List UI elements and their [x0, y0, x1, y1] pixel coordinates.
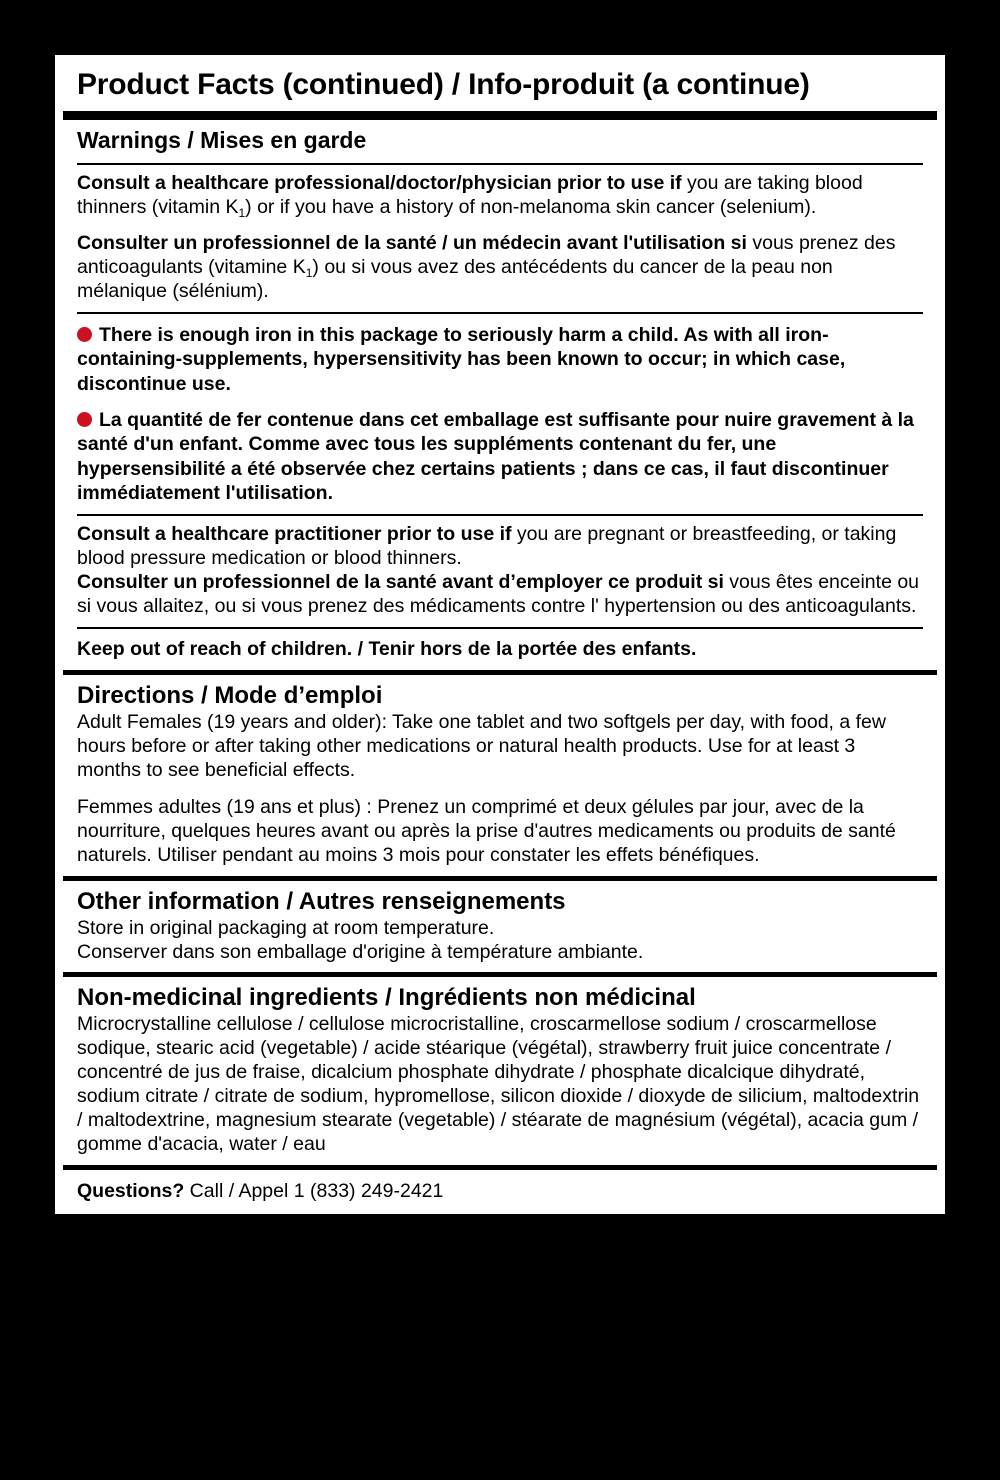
warning-iron-en-text: There is enough iron in this package to seriously harm a child. As with all iron-containing-supplements, hypersensitivity has been known to occur; in which case, discontinue use. [77, 323, 846, 395]
warning-pregnancy-en-rest: you are pregnant or breastfeeding, or taking blood pressure medication or blood thinners. [77, 523, 897, 570]
questions-phone: Call / Appel 1 (833) 249-2421 [184, 1179, 444, 1202]
divider-thick-title [63, 111, 937, 120]
warning-consult-en-rest-b: ) or if you have a history of non-melanoma skin cancer (selenium). [245, 195, 817, 218]
warning-consult-fr-rest-a: vous prenez des anticoagulants (vitamine K [77, 231, 896, 278]
warnings-iron-block [55, 314, 945, 515]
warning-consult-en [77, 172, 923, 220]
other-information-heading: Other information / Autres renseignements [77, 887, 566, 915]
warning-pregnancy-en [77, 523, 923, 571]
other-information-text-en: Store in original packaging at room temperature. [77, 916, 495, 939]
warning-iron-en [77, 323, 923, 396]
red-bullet-icon [77, 412, 92, 427]
warning-consult-en-sub: 1 [238, 205, 246, 220]
red-bullet-icon [77, 327, 92, 342]
questions-footer [55, 1170, 945, 1214]
warning-iron-fr-text: La quantité de fer contenue dans cet emballage est suffisante pour nuire gravement à la santé d'un enfant. Comme avec tous les suppléments contenant du fer, une hypersensibilité a été observée chez certains patients ; dans ce cas, il faut discontinuer immédiatement l'utilisation. [77, 408, 914, 505]
warning-pregnancy-fr [77, 571, 923, 619]
product-facts-panel [55, 55, 945, 1214]
warning-consult-fr [77, 232, 923, 304]
warning-pregnancy-fr-bold: Consulter un professionnel de la santé avant d’employer ce produit si [77, 571, 724, 594]
warnings-heading: Warnings / Mises en garde [77, 126, 367, 153]
page-title: Product Facts (continued) / Info-produit (a continue) [77, 68, 810, 101]
other-information-block [55, 881, 945, 973]
non-medicinal-block [55, 977, 945, 1165]
warning-consult-fr-bold: Consulter un professionnel de la santé / un médecin avant l'utilisation si [77, 231, 747, 254]
warning-iron-fr [77, 408, 923, 506]
directions-block [55, 675, 945, 876]
warning-consult-en-rest-a: you are taking blood thinners (vitamin K [77, 171, 863, 218]
directions-text-en: Adult Females (19 years and older): Take one tablet and two softgels per day, with food, a few hours before or after taking other medications or natural health products. Use for at least 3 months to see beneficial effects. [77, 711, 886, 781]
warning-consult-fr-sub: 1 [305, 265, 313, 280]
warning-consult-fr-rest-b: ) ou si vous avez des antécédents du cancer de la peau non mélanique (sélénium). [77, 255, 833, 302]
non-medicinal-heading: Non-medicinal ingredients / Ingrédients non médicinal [77, 984, 696, 1012]
warning-pregnancy-fr-rest: vous êtes enceinte ou si vous allaitez, ou si vous prenez des médicaments contre l' hypertension ou des anticoagulants. [77, 571, 920, 618]
warning-consult-en-bold: Consult a healthcare professional/doctor/physician prior to use if [77, 171, 682, 194]
panel-title-bar [55, 55, 945, 111]
non-medicinal-text: Microcrystalline cellulose / cellulose microcristalline, croscarmellose sodium / croscarmellose sodique, stearic acid (vegetable) / acide stéarique (végétal), strawberry fruit juice concentrate / concentré de jus de fraise, dicalcium phosphate dihydrate / phosphate dicalcique dihydraté, sodium citrate / citrate de sodium, hypromellose, silicon dioxide / dioxyde de silicium, maltodextrin / maltodextrine, magnesium stearate (vegetable) / stéarate de magnésium (végétal), acacia gum / gomme d'acacia, water / eau [77, 1013, 920, 1155]
questions-label: Questions? [77, 1179, 185, 1202]
warnings-pregnancy-block [55, 516, 945, 627]
directions-heading: Directions / Mode d’emploi [77, 682, 383, 710]
directions-text-fr: Femmes adultes (19 ans et plus) : Prenez un comprimé et deux gélules par jour, avec de la nourriture, quelques heures avant ou après la prise d'autres medicaments ou produits de santé naturels. Utiliser pendant au moins 3 mois pour constater les effets bénéfiques. [77, 795, 896, 866]
other-information-text-fr: Conserver dans son emballage d'origine à température ambiante. [77, 940, 644, 963]
warnings-heading-block [55, 120, 945, 163]
warning-pregnancy-en-bold: Consult a healthcare practitioner prior to use if [77, 523, 512, 546]
warning-keep-out-of-reach: Keep out of reach of children. / Tenir hors de la portée des enfants. [77, 638, 697, 661]
warnings-consult-block [55, 165, 945, 312]
